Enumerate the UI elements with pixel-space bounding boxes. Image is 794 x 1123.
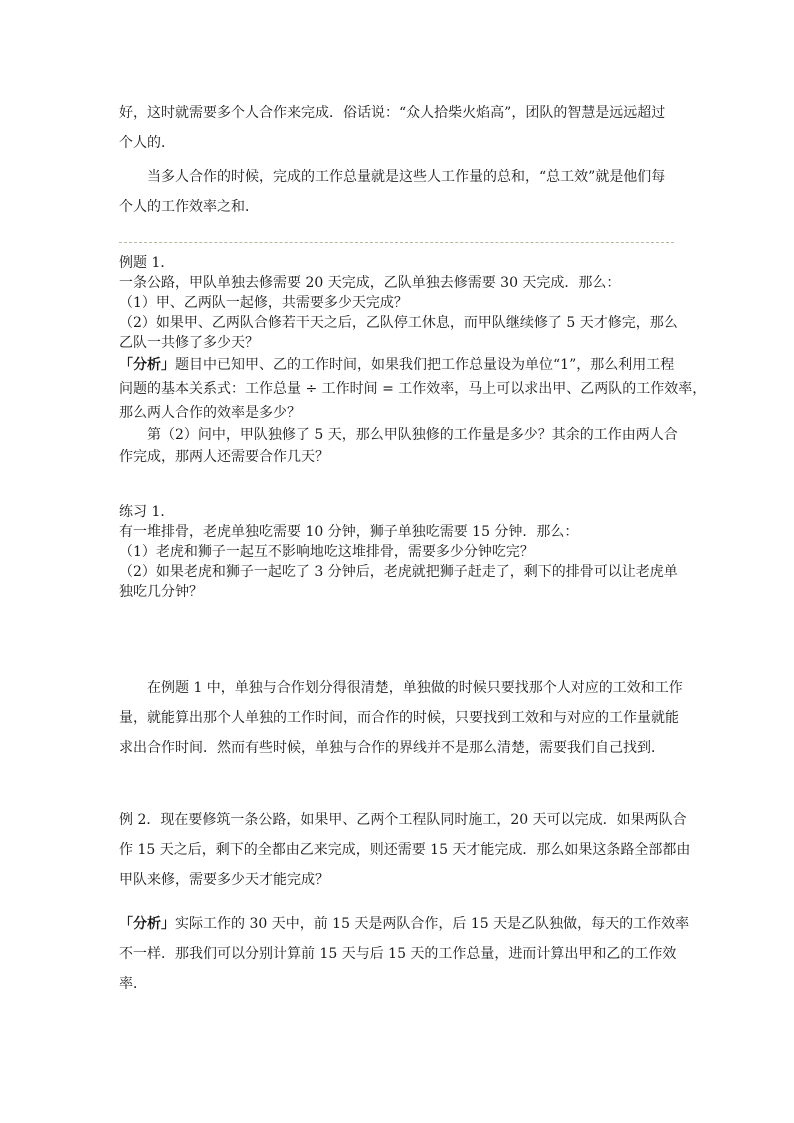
example-1-question-2b: 乙队一共修了多少天？ [119, 335, 259, 351]
example-1-problem: 一条公路，甲队单独去修需要 20 天完成，乙队单独去修需要 30 天完成．那么： [119, 275, 621, 291]
intro-line-3: 当多人合作的时候，完成的工作总量就是这些人工作量的总和，“总工效”就是他们每 [147, 169, 666, 185]
practice-1-question-1: （1）老虎和狮子一起互不影响地吃这堆排骨，需要多少分钟吃完？ [119, 544, 534, 560]
example-2-analysis-3: 率． [119, 976, 147, 992]
analysis-tag: 「分析」 [119, 916, 175, 932]
example-1-question-2a: （2）如果甲、乙两队合修若干天之后，乙队停工休息，而甲队继续修了 5 天才修完，那么 [119, 315, 678, 331]
example-2-line-2: 作 15 天之后，剩下的全都由乙来完成，则还需要 15 天才能完成．那么如果这条路全部都由 [119, 842, 691, 858]
example-1-title: 例题 1． [119, 255, 175, 271]
transition-paragraph [119, 673, 683, 763]
example-2-analysis-1: 「分析」实际工作的 30 天中，前 15 天是两队合作，后 15 天是乙队独做，每天的工作效率 [119, 916, 690, 932]
practice-1 [119, 502, 679, 602]
example-1-analysis-3: 那么两人合作的效率是多少？ [119, 405, 301, 421]
transition-line-2: 量，就能算出那个人单独的工作时间，而合作的时候，只要找到工效和与对应的工作量就能 [119, 710, 679, 726]
example-1-question-1: （1）甲、乙两队一起修，共需要多少天完成？ [119, 295, 408, 311]
example-2-line-3: 甲队来修，需要多少天才能完成？ [119, 872, 329, 888]
example-1 [119, 253, 707, 467]
practice-1-title: 练习 1． [119, 504, 175, 520]
transition-line-1: 在例题 1 中，单独与合作划分得很清楚，单独做的时候只要找那个人对应的工效和工作 [147, 680, 683, 696]
intro-line-2: 个人的． [119, 135, 175, 151]
intro-paragraph [119, 98, 679, 222]
transition-line-3: 求出合作时间．然而有些时候，单独与合作的界线并不是那么清楚，需要我们自己找到． [119, 740, 665, 756]
example-2-analysis [119, 909, 690, 999]
practice-1-question-2a: （2）如果老虎和狮子一起吃了 3 分钟后，老虎就把狮子赶走了，剩下的排骨可以让老虎单 [119, 564, 678, 580]
example-1-analysis-5: 作完成，那两人还需要合作几天？ [119, 449, 329, 465]
example-1-analysis-4: 第（2）问中，甲队独修了 5 天，那么甲队独修的工作量是多少？其余的工作由两人合 [147, 427, 678, 443]
analysis-tag: 「分析」 [119, 357, 175, 373]
example-2-line-1: 例 2．现在要修筑一条公路，如果甲、乙两个工程队同时施工，20 天可以完成．如果两队合 [119, 812, 687, 828]
example-1-analysis-2: 问题的基本关系式：工作总量 ÷ 工作时间 = 工作效率，马上可以求出甲、乙两队的工作效率， [119, 381, 707, 397]
practice-1-question-2b: 独吃几分钟？ [119, 584, 203, 600]
intro-line-4: 个人的工作效率之和． [119, 199, 259, 215]
intro-line-1: 好，这时就需要多个人合作来完成．俗话说：“众人拾柴火焰高”，团队的智慧是远远超过 [119, 105, 666, 121]
example-2-analysis-2: 不一样．那我们可以分别计算前 15 天与后 15 天的工作总量，进而计算出甲和乙的工作效 [119, 946, 677, 962]
example-1-analysis-1: 「分析」题目中已知甲、乙的工作时间，如果我们把工作总量设为单位“1”，那么利用工程 [119, 357, 675, 373]
practice-1-problem: 有一堆排骨，老虎单独吃需要 10 分钟，狮子单独吃需要 15 分钟．那么： [119, 524, 579, 540]
dashed-divider [119, 242, 674, 243]
example-2 [119, 805, 691, 895]
